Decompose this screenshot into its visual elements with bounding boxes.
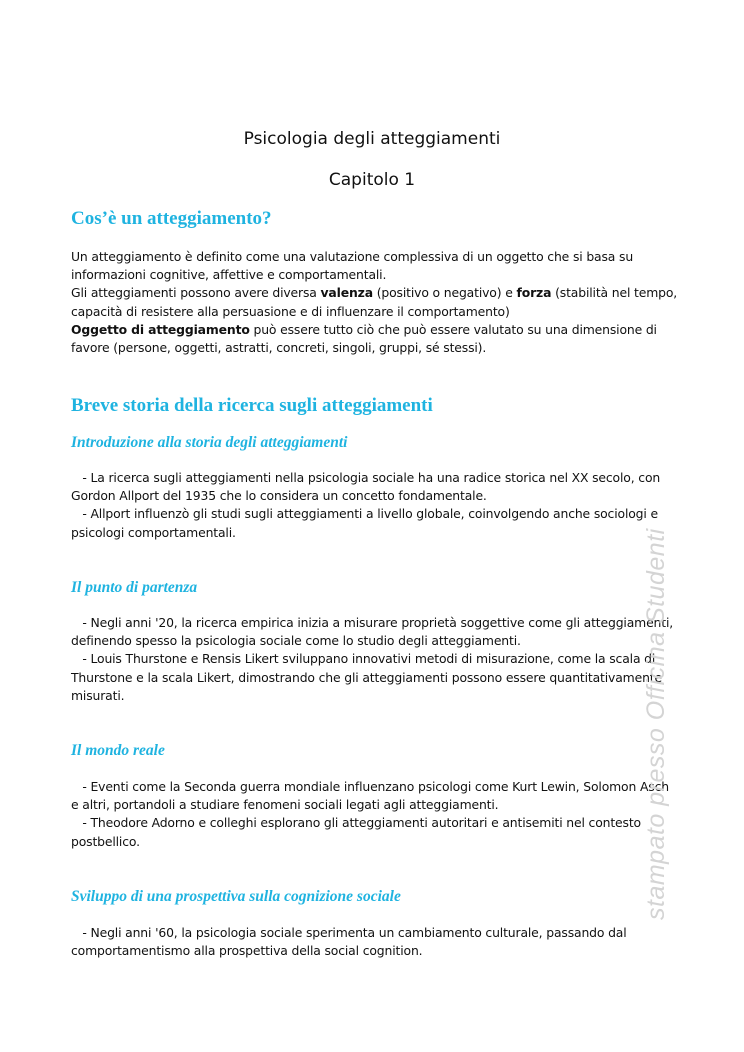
term-valenza: valenza bbox=[320, 285, 373, 301]
text-line: - Allport influenzò gli studi sugli atteggiamenti a livello globale, coinvolgendo anche sociologi e bbox=[71, 506, 658, 522]
text-line: - Eventi come la Seconda guerra mondiale influenzano psicologi come Kurt Lewin, Solomon Asch bbox=[71, 779, 669, 794]
term-oggetto-di-atteggiamento: Oggetto di atteggiamento bbox=[71, 321, 250, 337]
text-line: - Theodore Adorno e colleghi esplorano gli atteggiamenti autoritari e antisemiti nel contesto bbox=[71, 815, 641, 831]
text-line: Gordon Allport del 1935 che lo considera un concetto fondamentale. bbox=[71, 488, 487, 504]
text-line-valenza-forza: Gli atteggiamenti possono avere diversa valenza (positivo o negativo) e forza (stabilità nel tempo, bbox=[71, 285, 678, 301]
text-line: favore (persone, oggetti, astratti, concreti, singoli, gruppi, sé stessi). bbox=[71, 340, 487, 356]
text-line: comportamentismo alla prospettiva della social cognition. bbox=[71, 943, 423, 959]
subheading-starting-point: Il punto di partenza bbox=[71, 579, 198, 596]
text-line: - Negli anni '20, la ricerca empirica inizia a misurare proprietà soggettive come gli atteggiamenti, bbox=[71, 615, 674, 630]
text-line: definendo spesso la psicologia sociale come lo studio degli atteggiamenti. bbox=[71, 633, 521, 649]
section-heading-history: Breve storia della ricerca sugli atteggiamenti bbox=[71, 395, 433, 416]
text-line: postbellico. bbox=[71, 833, 140, 849]
subheading-introduction: Introduzione alla storia degli atteggiamenti bbox=[71, 434, 348, 451]
text-line: informazioni cognitive, affettive e comportamentali. bbox=[71, 267, 387, 283]
document-title: Psicologia degli atteggiamenti bbox=[243, 129, 501, 149]
text-line-oggetto: Oggetto di atteggiamento può essere tutto ciò che può essere valutato su una dimensione di bbox=[71, 321, 657, 337]
subheading-social-cognition: Sviluppo di una prospettiva sulla cognizione sociale bbox=[71, 888, 401, 905]
subsection-starting-point-body bbox=[71, 614, 674, 705]
text-line: - La ricerca sugli atteggiamenti nella psicologia sociale ha una radice storica nel XX secolo, con bbox=[71, 470, 661, 485]
text-line: misurati. bbox=[71, 687, 125, 703]
subsection-social-cognition-body bbox=[71, 924, 671, 960]
text-line: - Louis Thurstone e Rensis Likert sviluppano innovativi metodi di misurazione, come la scala di bbox=[71, 651, 656, 667]
text-line: e altri, portandoli a studiare fenomeni sociali legati agli atteggiamenti. bbox=[71, 797, 499, 813]
subsection-introduction-body bbox=[71, 469, 671, 542]
subheading-real-world: Il mondo reale bbox=[71, 742, 165, 759]
section-1-body bbox=[71, 248, 678, 357]
text-line: Un atteggiamento è definito come una valutazione complessiva di un oggetto che si basa su bbox=[71, 249, 634, 264]
watermark-text: stampato presso Officina Studenti bbox=[642, 528, 670, 920]
subsection-real-world-body bbox=[71, 778, 671, 851]
text-line: Thurstone e la scala Likert, dimostrando che gli atteggiamenti possono essere quantitativamente bbox=[71, 669, 662, 685]
chapter-title: Capitolo 1 bbox=[328, 170, 416, 190]
text-line: capacità di resistere alla persuasione e di influenzare il comportamento) bbox=[71, 303, 510, 319]
text-line: psicologi comportamentali. bbox=[71, 524, 236, 540]
section-heading-what-is-attitude: Cos’è un atteggiamento? bbox=[71, 208, 272, 229]
text-line: - Negli anni '60, la psicologia sociale sperimenta un cambiamento culturale, passando dal bbox=[71, 925, 627, 940]
term-forza: forza bbox=[516, 285, 552, 301]
